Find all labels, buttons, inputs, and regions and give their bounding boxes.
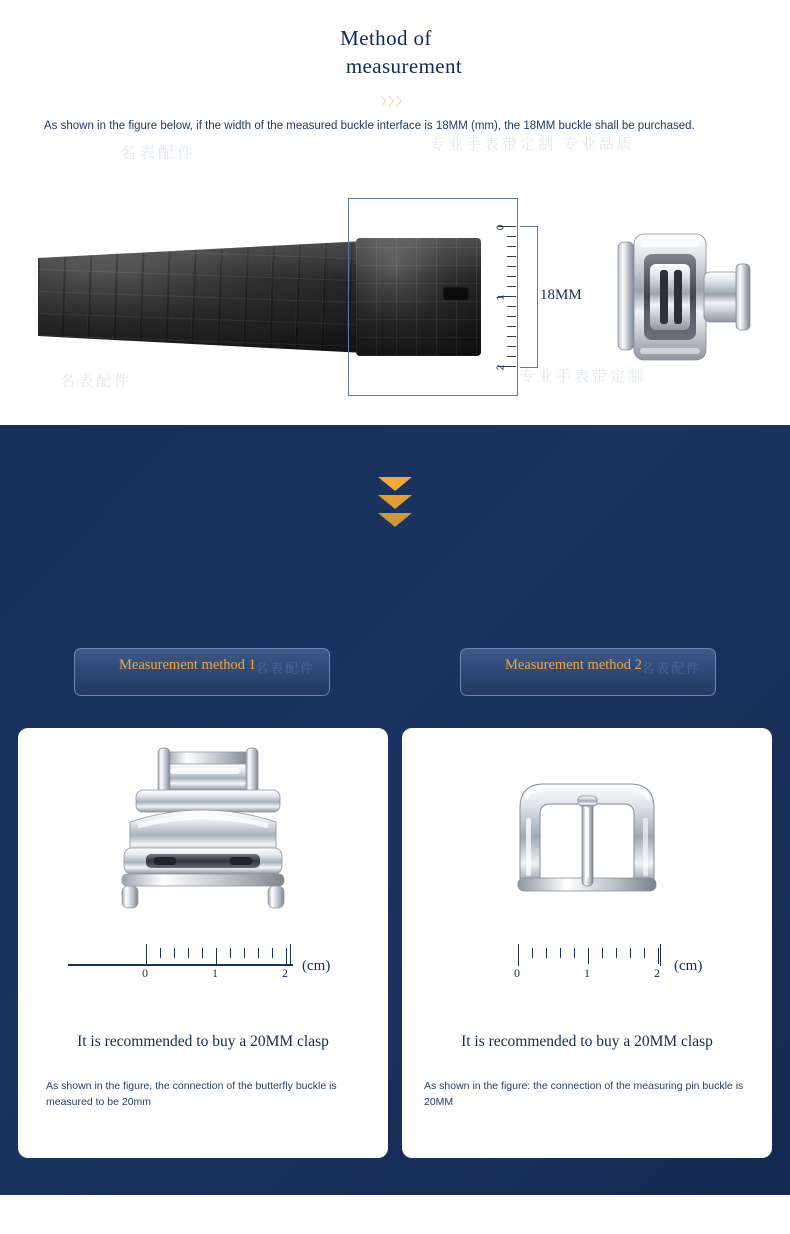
watermark-d: 专业手表带定制 [520,369,647,385]
card-1-ruler-num-1: 1 [212,966,218,980]
tab-measurement-method-1[interactable] [74,648,330,696]
navy-section [0,425,790,1234]
dimension-bracket [520,226,538,368]
tab-2-watermark: 名表配件 [640,661,701,676]
butterfly-buckle-image [604,224,764,370]
card-1-ruler-num-0: 0 [142,966,148,980]
tab-2-label: Measurement method 2 [505,657,642,673]
page-title-line-2: measurement [345,54,463,79]
butterfly-clasp-svg [18,738,388,938]
card-2-ruler-unit: (cm) [674,958,703,974]
card-2-ruler-num-0: 0 [514,966,520,980]
card-1-ruler-unit: (cm) [302,958,331,974]
method-cards [0,728,790,1183]
ruler-tick-1: 1 [495,294,507,301]
card-2-ruler-num-2: 2 [654,966,660,980]
card-2-note: As shown in the figure: the connection of the measuring pin buckle is 20MM [424,1080,744,1109]
watermark-b: 专业手表带定制 专业品质 [430,137,635,153]
chevron-down-icon-2 [378,495,412,509]
chevron-down-icon-3 [378,513,412,527]
card-1-ruler [18,936,388,996]
card-2-recommendation: It is recommended to buy a 20MM clasp [461,1033,713,1050]
card-2-ruler [402,936,772,996]
watermark-c: 名表配件 [60,374,133,390]
butterfly-clasp-illustration [18,738,388,938]
chevron-down-icon-1 [378,477,412,491]
method-tabs [0,648,790,698]
butterfly-buckle-svg [604,224,764,370]
ruler-end-marker [290,944,291,966]
method-card-1 [18,728,388,1158]
pin-buckle-svg [402,738,772,938]
ruler-baseline [68,964,293,966]
page-title-line-1: Method of [340,26,432,50]
ruler-tick-2: 2 [495,364,507,371]
tab-1-label: Measurement method 1 [119,657,256,673]
pin-buckle-illustration [402,738,772,938]
card-1-ruler-num-2: 2 [282,966,288,980]
card-2-ruler-num-1: 1 [584,966,590,980]
measurement-diagram [0,196,790,402]
chevron-marks: 〉〉〉 [381,96,409,108]
top-section [0,0,790,425]
page-title [0,24,790,81]
down-arrow-chevrons-icon [0,477,790,531]
intro-text: As shown in the figure below, if the width of the measured buckle interface is 18MM (mm), the 18MM buckle shall be purchased. [44,120,695,132]
vertical-ruler [494,224,516,371]
strap-body [38,236,368,358]
watermark-a: 名表配件 [120,145,197,162]
dimension-label: 18MM [540,287,582,303]
method-card-2 [402,728,772,1158]
ruler-end-marker-2 [660,944,661,966]
ruler-tick-0: 0 [495,224,507,231]
measurement-highlight-box [348,198,518,396]
card-1-recommendation: It is recommended to buy a 20MM clasp [77,1033,329,1050]
tab-1-watermark: 名表配件 [254,661,315,676]
strap-highlight [38,236,368,358]
bottom-white-strip [0,1195,790,1234]
tab-measurement-method-2[interactable] [460,648,716,696]
card-1-note: As shown in the figure, the connection of the butterfly buckle is measured to be 20mm [46,1080,337,1109]
